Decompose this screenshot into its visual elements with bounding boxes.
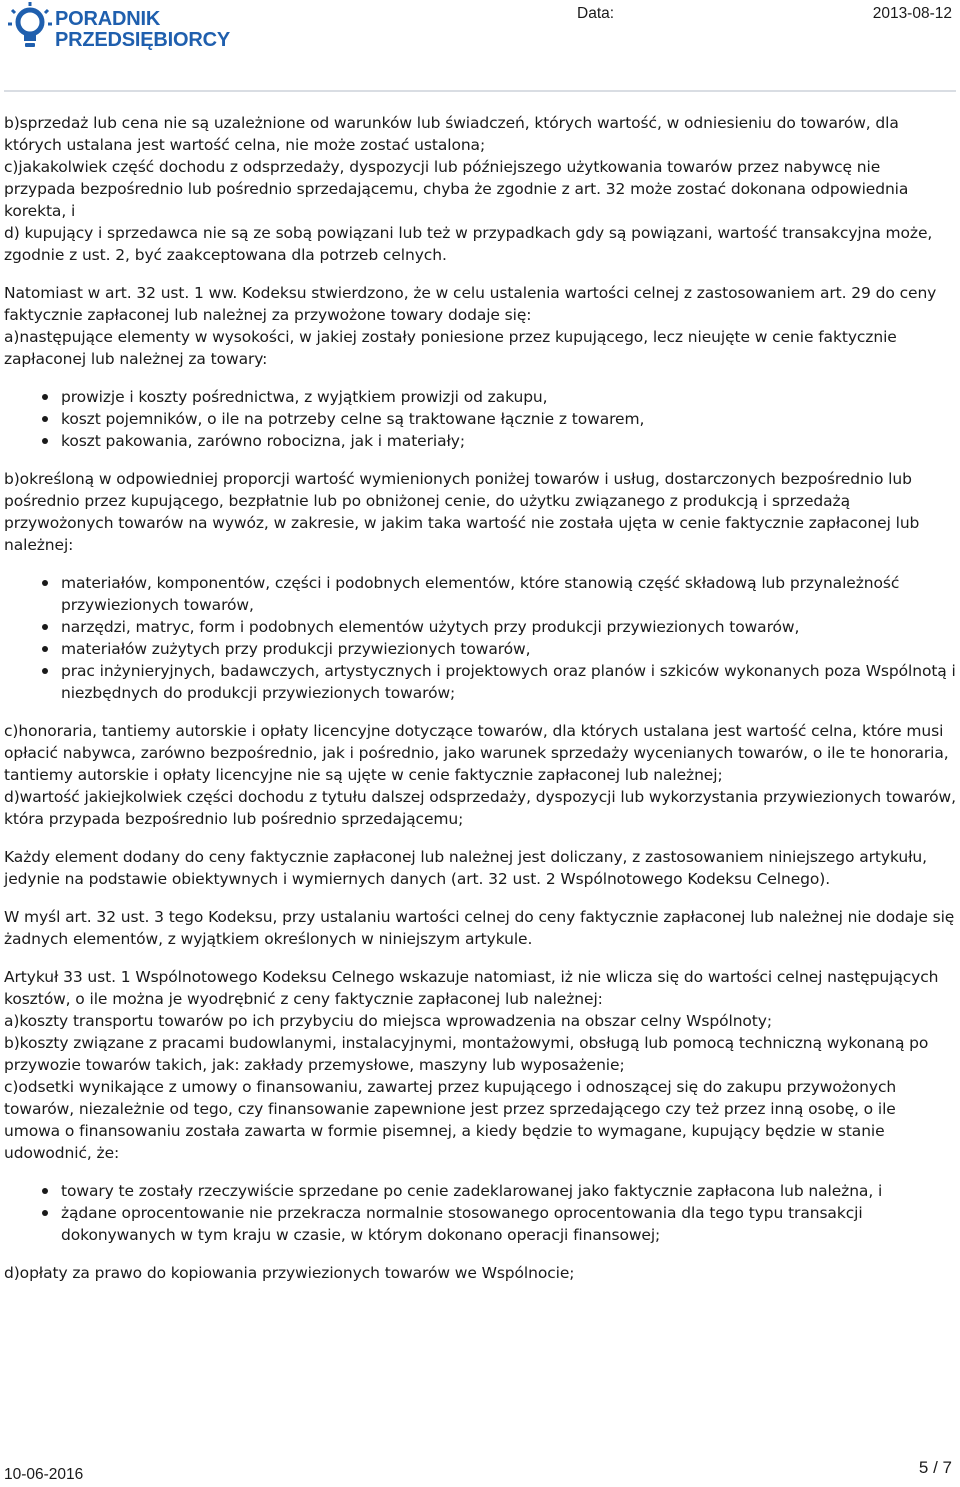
paragraph-b: b)sprzedaż lub cena nie są uzależnione od warunków lub świadczeń, których wartość, w odniesieniu do towarów, dla których ustalana jest wartość celna, nie może zostać ustalona; — [4, 114, 899, 154]
paragraph-c-royalties: c)honoraria, tantiemy autorskie i opłaty licencyjne dotyczące towarów, dla których ustalana jest wartość celna, które musi opłacić nabywca, zarówno bezpośrednio, jak i pośrednio, jako warunek sprzedaży wycenianych towarów, o ile te honoraria, tantiemy autorskie i opłaty licencyjne nie są ujęte w cenie faktycznie zapłaconej lub należnej; — [4, 722, 949, 784]
bullet-list-interest — [4, 1180, 956, 1246]
paragraph-art32-3: W myśl art. 32 ust. 3 tego Kodeksu, przy ustalaniu wartości celnej do ceny faktycznie zapłaconej lub należnej nie dodaje się żadnych elementów, z wyjątkiem określonych w niniejszym artykule. — [4, 908, 955, 948]
paragraph-added-element: Każdy element dodany do ceny faktycznie zapłaconej lub należnej jest doliczany, z zastosowaniem niniejszego artykułu, jedynie na podstawie obiektywnych i wymiernych danych (art. 32 ust. 2 Wspólnotowego Kodeksu Celnego). — [4, 848, 927, 888]
paragraph-c-interest: c)odsetki wynikające z umowy o finansowaniu, zawartej przez kupującego i odnoszącej się do zakupu przywożonych towarów, niezależnie od tego, czy finansowanie zapewnione jest przez sprzedającego czy też przez inną osobę, o ile umowa o finansowaniu została zawarta w formie pisemnej, a kiedy będzie to wymagane, kupujący będzie w stanie udowodnić, że: — [4, 1078, 897, 1162]
paragraph-a-transport: a)koszty transportu towarów po ich przybyciu do miejsca wprowadzenia na obszar celny Wspólnoty; — [4, 1012, 772, 1030]
paragraph-art33: Artykuł 33 ust. 1 Wspólnotowego Kodeksu Celnego wskazuje natomiast, iż nie wlicza się do wartości celnej następujących kosztów, o ile można je wyodrębnić z ceny faktycznie zapłaconej lub należnej: — [4, 968, 939, 1008]
paragraph-a-elements: a)następujące elementy w wysokości, w jakiej zostały poniesione przez kupującego, lecz nieujęte w cenie faktycznie zapłaconej lub należnej za towary: — [4, 328, 897, 368]
paragraph-b-proportion: b)określoną w odpowiedniej proporcji wartość wymienionych poniżej towarów i usług, dostarczonych bezpośrednio lub pośrednio przez kupującego, bezpłatnie lub po obniżonej cenie, do użytku związanego z produkcją i sprzedażą przywożonych towarów na wywóz, w zakresie, w jakim taka wartość nie została ujęta w cenie faktycznie zapłaconej lub należnej: — [4, 470, 920, 554]
bullet-list-costs — [4, 386, 956, 452]
page-header — [0, 0, 960, 92]
date-value: 2013-08-12 — [872, 5, 952, 22]
footer-date: 10-06-2016 — [4, 1466, 84, 1483]
logo-line1: PORADNIK — [55, 8, 161, 30]
paragraph-c: c)jakakolwiek część dochodu z odsprzedaży, dyspozycji lub późniejszego użytkowania towarów przez nabywcę nie przypada bezpośrednio lub pośrednio sprzedającemu, chyba że zgodnie z art. 32 może zostać dokonana odpowiednia korekta, i — [4, 158, 909, 220]
logo — [8, 2, 238, 60]
logo-line2: PRZEDSIĘBIORCY — [55, 29, 231, 51]
paragraph-art32: Natomiast w art. 32 ust. 1 ww. Kodeksu stwierdzono, że w celu ustalenia wartości celnej z zastosowaniem art. 29 do ceny faktycznie zapłaconej lub należnej za przywożone towary dodaje się: — [4, 284, 937, 324]
bullet-list-materials — [4, 572, 956, 704]
date-label: Data: — [577, 5, 615, 22]
lightbulb-icon — [8, 2, 52, 58]
list-item: prac inżynieryjnych, badawczych, artystycznych i projektowych oraz planów i szkiców wykonanych poza Wspólnotą i niezbędnych do produkcji przywiezionych towarów; — [4, 660, 956, 704]
page-number: 5 / 7 — [918, 1458, 952, 1477]
paragraph-d-resale: d)wartość jakiejkolwiek części dochodu z tytułu dalszej odsprzedaży, dyspozycji lub wykorzystania przywiezionych towarów, która przypada bezpośrednio lub pośrednio sprzedającemu; — [4, 788, 956, 828]
list-item: koszt pojemników, o ile na potrzeby celne są traktowane łącznie z towarem, — [4, 408, 956, 430]
list-item: materiałów zużytych przy produkcji przywiezionych towarów, — [4, 638, 956, 660]
list-item: towary te zostały rzeczywiście sprzedane po cenie zadeklarowanej jako faktycznie zapłacona lub należna, i — [4, 1180, 956, 1202]
document-body — [4, 112, 956, 1284]
paragraph-d-copyright: d)opłaty za prawo do kopiowania przywiezionych towarów we Wspólnocie; — [4, 1264, 575, 1282]
list-item: narzędzi, matryc, form i podobnych elementów użytych przy produkcji przywiezionych towarów, — [4, 616, 956, 638]
paragraph-d: d) kupujący i sprzedawca nie są ze sobą powiązani lub też w przypadkach gdy są powiązani, wartość transakcyjna może, zgodnie z ust. 2, być zaakceptowana dla potrzeb celnych. — [4, 224, 933, 264]
list-item: materiałów, komponentów, części i podobnych elementów, które stanowią część składową lub przynależność przywiezionych towarów, — [4, 572, 956, 616]
list-item: prowizje i koszty pośrednictwa, z wyjątkiem prowizji od zakupu, — [4, 386, 956, 408]
list-item: koszt pakowania, zarówno robocizna, jak i materiały; — [4, 430, 956, 452]
header-divider — [4, 90, 956, 92]
list-item: żądane oprocentowanie nie przekracza normalnie stosowanego oprocentowania dla tego typu transakcji dokonywanych w tym kraju w czasie, w którym dokonano operacji finansowej; — [4, 1202, 956, 1246]
paragraph-b-construction: b)koszty związane z pracami budowlanymi, instalacyjnymi, montażowymi, obsługą lub pomocą techniczną wykonaną po przywozie towarów takich, jak: zakłady przemysłowe, maszyny lub wyposażenie; — [4, 1034, 929, 1074]
logo-text — [55, 9, 230, 51]
